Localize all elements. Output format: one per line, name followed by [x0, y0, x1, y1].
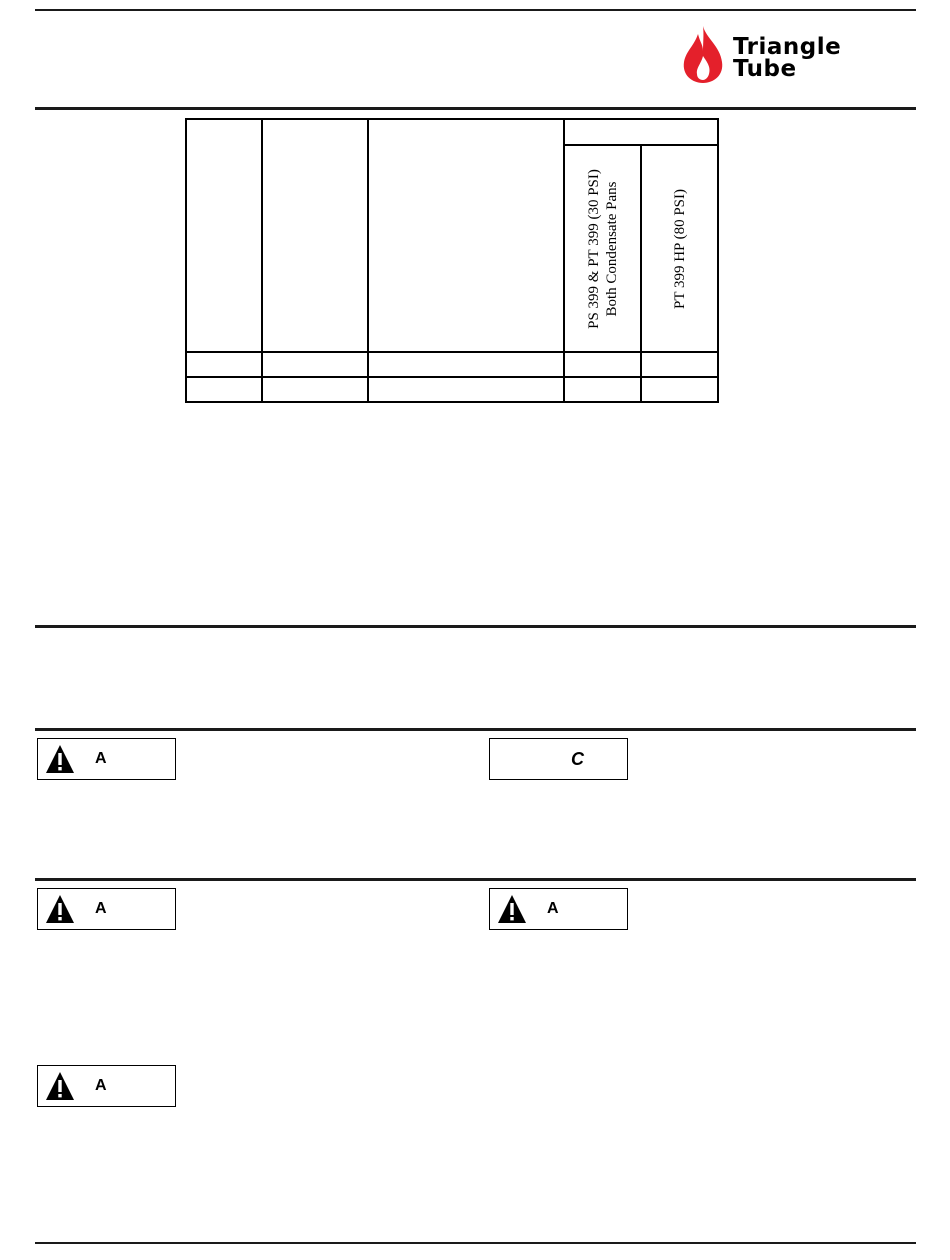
table-header-cell: [262, 119, 368, 352]
warning-label: A: [95, 750, 107, 767]
header-rule: [35, 107, 916, 110]
ps399-header-line2: Both Condensate Pans: [603, 181, 620, 317]
warning-triangle-icon: [45, 1071, 75, 1101]
caution-callout: [489, 738, 628, 780]
table-cell: [262, 377, 368, 402]
table-header-cell: [186, 119, 262, 352]
warning-triangle-icon: [45, 744, 75, 774]
warning-callout: [37, 1065, 176, 1107]
section-rule-2: [35, 728, 916, 731]
pt399hp-header: PT 399 HP (80 PSI): [671, 188, 688, 309]
caution-label: C: [571, 749, 584, 769]
warning-triangle-icon: [45, 894, 75, 924]
flame-icon: [680, 24, 726, 84]
table-header-cell: [368, 119, 564, 352]
table-cell: [564, 377, 641, 402]
table-cell: [564, 352, 641, 377]
warning-label: A: [95, 1077, 107, 1094]
triangle-tube-logo: [680, 24, 865, 86]
table-row: [186, 377, 718, 402]
table-header-ps399: [564, 145, 641, 352]
table-cell: [368, 352, 564, 377]
table-header-pt399hp: [641, 145, 718, 352]
table-cell: [641, 352, 718, 377]
brand-line-2: Tube: [733, 56, 797, 82]
table-cell: [368, 377, 564, 402]
section-rule-3: [35, 878, 916, 881]
top-rule: [35, 9, 916, 11]
spec-table: [185, 118, 719, 403]
bottom-rule: [35, 1242, 916, 1244]
brand-line-1: Triangle: [733, 34, 842, 60]
warning-triangle-icon: [497, 894, 527, 924]
section-rule-1: [35, 625, 916, 628]
table-row: [186, 352, 718, 377]
warning-label: A: [95, 900, 107, 917]
warning-label: A: [547, 900, 559, 917]
table-group-header-cell: [564, 119, 718, 145]
table-cell: [641, 377, 718, 402]
warning-callout: [37, 888, 176, 930]
table-cell: [262, 352, 368, 377]
table-cell: [186, 377, 262, 402]
table-cell: [186, 352, 262, 377]
warning-callout: [489, 888, 628, 930]
ps399-header-line1: PS 399 & PT 399 (30 PSI): [585, 168, 602, 329]
warning-callout: [37, 738, 176, 780]
